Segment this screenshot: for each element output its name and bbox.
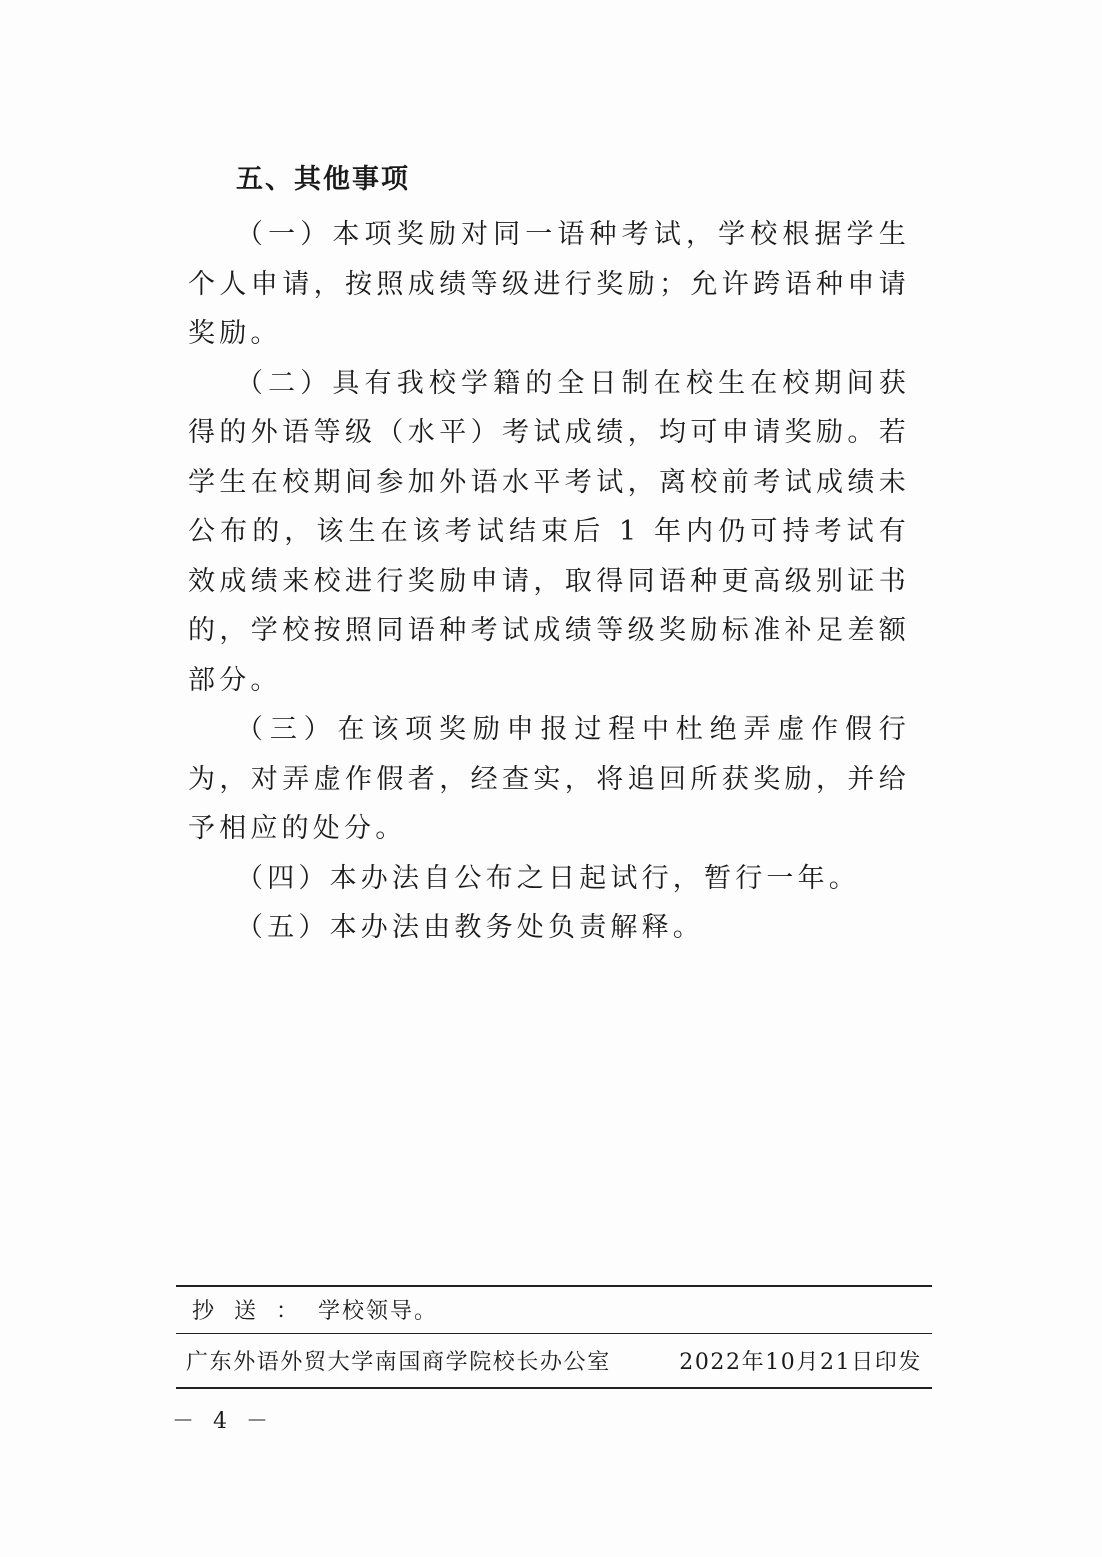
cc-value: 学校领导。 xyxy=(318,1299,439,1324)
section-heading: 五、其他事项 xyxy=(236,164,410,195)
item-5: （五）本办法由教务处负责解释。 xyxy=(236,912,704,943)
cc-label: 抄送： xyxy=(192,1299,319,1324)
document-body xyxy=(188,150,910,953)
item-4: （四）本办法自公布之日起试行，暂行一年。 xyxy=(236,862,860,894)
item-2: （二）具有我校学籍的全日制在校生在校期间获得的外语等级（水平）考试成绩，均可申请奖励。若学生在校期间参加外语水平考试，离校前考试成绩未公布的，该生在该考试结束后 1 年内仍可持考试有效成绩来校进行奖励申请，取得同语种更高级别证书的，学校按照同语种考试成绩等级奖励标准补足差额部分。 xyxy=(188,367,910,696)
item-1: （一）本项奖励对同一语种考试，学校根据学生个人申请，按照成绩等级进行奖励；允许跨语种申请奖励。 xyxy=(188,219,910,349)
page-number: － 4 － xyxy=(172,1409,274,1434)
cc-row xyxy=(192,1294,438,1325)
issuer-row xyxy=(186,1345,922,1376)
issuer-name: 广东外语外贸大学南国商学院校长办公室 xyxy=(186,1350,611,1375)
item-3: （三）在该项奖励申报过程中杜绝弄虚作假行为，对弄虚作假者，经查实，将追回所获奖励，并给予相应的处分。 xyxy=(188,714,910,844)
footer-top-rule xyxy=(176,1285,932,1287)
footer-bottom-rule xyxy=(176,1387,932,1389)
issue-date: 2022年10月21日印发 xyxy=(679,1350,922,1375)
footer-middle-rule xyxy=(176,1333,932,1334)
